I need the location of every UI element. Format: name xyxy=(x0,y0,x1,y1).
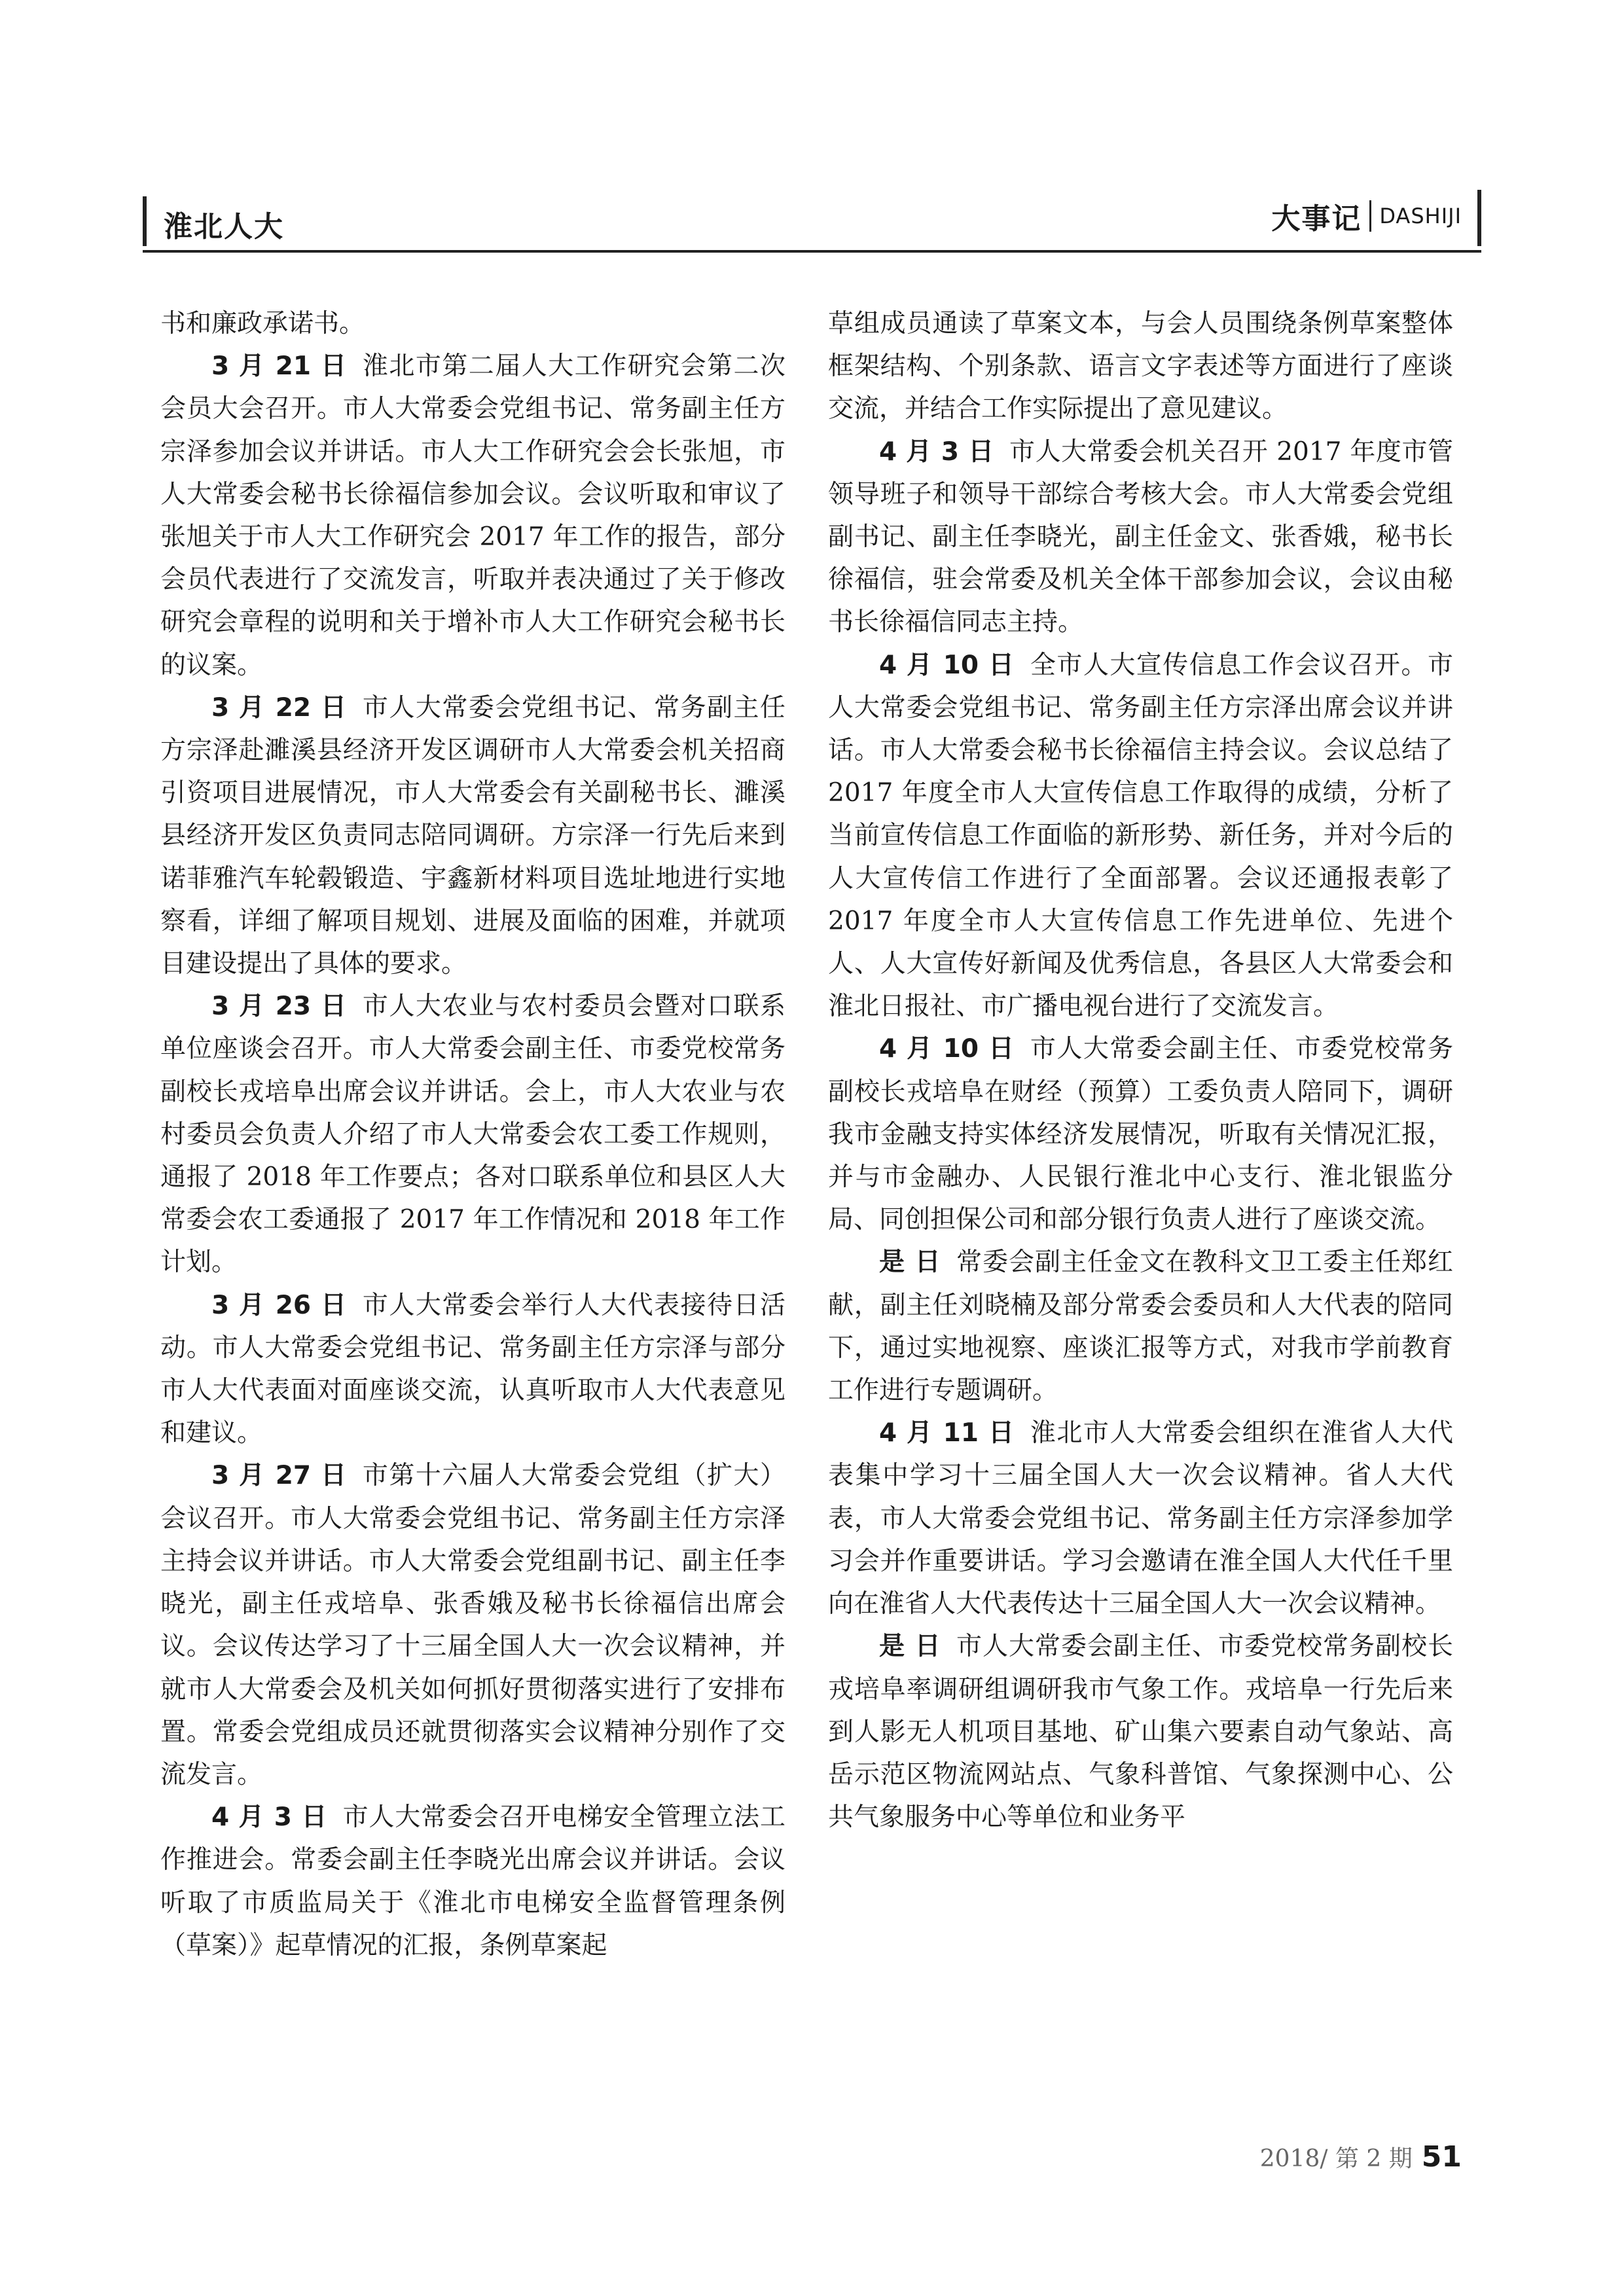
publication-title: 淮北人大 xyxy=(164,210,284,243)
entry xyxy=(828,644,1453,1028)
entry xyxy=(160,1284,785,1455)
entry xyxy=(828,1241,1453,1412)
entry xyxy=(160,1454,785,1796)
section-title-en: DASHIJI xyxy=(1379,204,1462,228)
entry-text: 市人大常委会副主任、市委党校常务副校长戎培阜率调研组调研我市气象工作。戎培阜一行先后来到人影无人机项目基地、矿山集六要素自动气象站、高岳示范区物流网站点、气象科普馆、气象探测中心、公共气象服务中心等单位和业务平 xyxy=(828,1632,1453,1833)
entry xyxy=(828,431,1453,644)
section-title xyxy=(1271,195,1462,237)
entry-text: 市人大常委会副主任、市委党校常务副校长戎培阜在财经（预算）工委负责人陪同下，调研我市金融支持实体经济发展情况，听取有关情况汇报，并与市金融办、人民银行淮北中心支行、淮北银监分局、同创担保公司和部分银行负责人进行了座谈交流。 xyxy=(828,1034,1453,1235)
entry-text: 市人大常委会党组书记、常务副主任方宗泽赴濉溪县经济开发区调研市人大常委会机关招商引资项目进展情况，市人大常委会有关副秘书长、濉溪县经济开发区负责同志陪同调研。方宗泽一行先后来到诺菲雅汽车轮毂锻造、宇鑫新材料项目选址地进行实地察看，详细了解项目规划、进展及面临的困难，并就项目建设提出了具体的要求。 xyxy=(160,692,785,979)
section-title-divider xyxy=(1369,200,1371,232)
entry-text: 淮北市第二届人大工作研究会第二次会员大会召开。市人大常委会党组书记、常务副主任方宗泽参加会议并讲话。市人大工作研究会会长张旭，市人大常委会秘书长徐福信参加会议。会议听取和审议了张旭关于市人大工作研究会 2017 年工作的报告，部分会员代表进行了交流发言，听取并表决通过了关于修改研究会章程的说明和关于增补市人大工作研究会秘书长的议案。 xyxy=(160,351,785,680)
entry-text: 市人大常委会机关召开 2017 年度市管领导班子和领导干部综合考核大会。市人大常委会党组副书记、副主任李晓光，副主任金文、张香娥，秘书长徐福信，驻会常委及机关全体干部参加会议，会议由秘书长徐福信同志主持。 xyxy=(828,437,1454,637)
entry-date: 4 月 3 日 xyxy=(879,437,994,467)
entry-text: 淮北市人大常委会组织在淮省人大代表集中学习十三届全国人大一次会议精神。省人大代表，市人大常委会党组书记、常务副主任方宗泽参加学习会并作重要讲话。学习会邀请在淮全国人大代任千里向在淮省人大代表传达十三届全国人大一次会议精神。 xyxy=(828,1418,1453,1619)
page-number: 51 xyxy=(1421,2140,1462,2174)
entry-text: 市人大农业与农村委员会暨对口联系单位座谈会召开。市人大常委会副主任、市委党校常务副校长戎培阜出席会议并讲话。会上，市人大农业与农村委员会负责人介绍了市人大常委会农工委工作规则，通报了 2018 年工作要点；各对口联系单位和县区人大常委会农工委通报了 2017 年工作情况和 2018 年工作计划。 xyxy=(160,992,785,1278)
entry-date: 3 月 21 日 xyxy=(211,351,348,382)
entry xyxy=(160,345,785,687)
entry-date: 4 月 3 日 xyxy=(211,1803,328,1833)
entry xyxy=(160,687,785,985)
header-right-bar xyxy=(1477,190,1481,246)
entry-date: 3 月 22 日 xyxy=(211,692,348,723)
entry xyxy=(160,1796,785,1967)
entry-text: 常委会副主任金文在教科文卫工委主任郑红献，副主任刘晓楠及部分常委会委员和人大代表的陪同下，通过实地视察、座谈汇报等方式，对我市学前教育工作进行专题调研。 xyxy=(828,1247,1453,1406)
header-right xyxy=(825,190,1481,249)
entry-date: 4 月 10 日 xyxy=(879,650,1015,680)
entry xyxy=(828,1412,1453,1625)
entry xyxy=(160,985,785,1283)
continuation-text: 草组成员通读了草案文本，与会人员围绕条例草案整体框架结构、个别条款、语言文字表述等方面进行了座谈交流，并结合工作实际提出了意见建议。 xyxy=(828,309,1453,424)
entry-text: 市第十六届人大常委会党组（扩大）会议召开。市人大常委会党组书记、常务副主任方宗泽主持会议并讲话。市人大常委会党组副书记、副主任李晓光，副主任戎培阜、张香娥及秘书长徐福信出席会议。会议传达学习了十三届全国人大一次会议精神，并就市人大常委会及机关如何抓好贯彻落实进行了安排布置。常委会党组成员还就贯彻落实会议精神分别作了交流发言。 xyxy=(160,1461,785,1789)
left-column xyxy=(160,302,785,1967)
entry-date: 4 月 10 日 xyxy=(879,1034,1015,1064)
continuation-text: 书和廉政承诺书。 xyxy=(160,309,365,338)
entry-text: 市人大常委会召开电梯安全管理立法工作推进会。常委会副主任李晓光出席会议并讲话。会议听取了市质监局关于《淮北市电梯安全监督管理条例（草案）》起草情况的汇报，条例草案起 xyxy=(160,1803,785,1960)
entry-date: 3 月 27 日 xyxy=(211,1461,348,1491)
issue-label: 2018/ 第 2 期 xyxy=(1259,2145,1413,2172)
entry xyxy=(828,1028,1453,1241)
section-title-zh: 大事记 xyxy=(1271,202,1362,236)
header-left xyxy=(143,196,810,249)
entry-date: 4 月 11 日 xyxy=(879,1418,1015,1448)
header-rule xyxy=(143,250,1481,253)
entry-date: 是 日 xyxy=(879,1247,941,1278)
entry xyxy=(828,1625,1453,1839)
page-footer xyxy=(1260,2140,1462,2174)
header-left-bar xyxy=(143,196,147,246)
entry-text: 市人大常委会举行人大代表接待日活动。市人大常委会党组书记、常务副主任方宗泽与部分市人大代表面对面座谈交流，认真听取市人大代表意见和建议。 xyxy=(160,1290,785,1448)
entry-date: 3 月 23 日 xyxy=(211,992,348,1022)
right-column xyxy=(828,302,1453,1839)
entry-text: 全市人大宣传信息工作会议召开。市人大常委会党组书记、常务副主任方宗泽出席会议并讲话。市人大常委会秘书长徐福信主持会议。会议总结了 2017 年度全市人大宣传信息工作取得的成绩，分析了当前宣传信息工作面临的新形势、新任务，并对今后的人大宣传信工作进行了全面部署。会议还通报表彰了 2017 年度全市人大宣传信息工作先进单位、先进个人、人大宣传好新闻及优秀信息，各县区人大常委会和淮北日报社、市广播电视台进行了交流发言。 xyxy=(828,650,1453,1022)
entry-date: 3 月 26 日 xyxy=(211,1290,348,1320)
entry-date: 是 日 xyxy=(879,1632,941,1662)
